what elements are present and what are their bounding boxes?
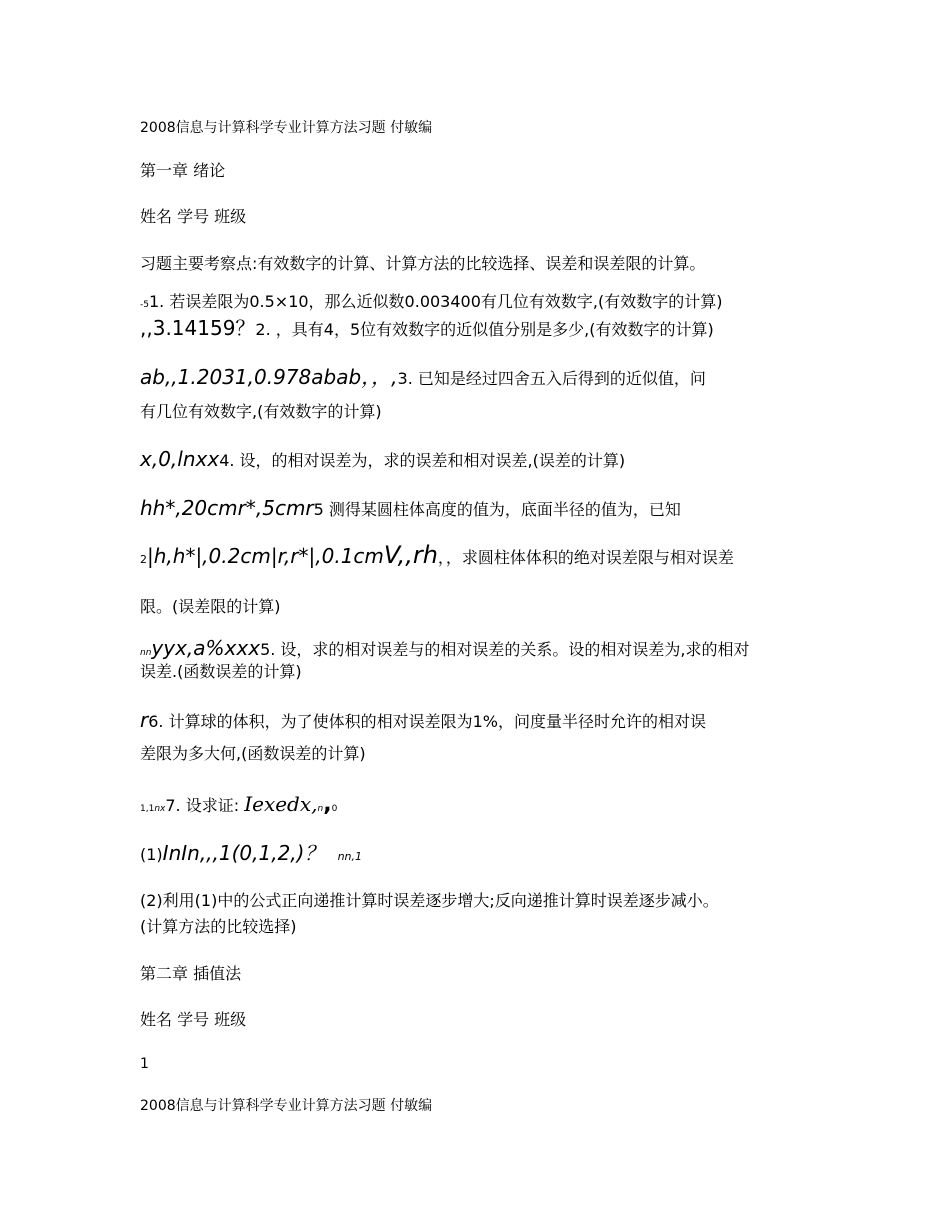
subscript: nn	[140, 648, 152, 658]
subscript: n	[317, 804, 324, 814]
student-info: 姓名 学号 班级	[140, 1010, 247, 1029]
subscript: nx	[154, 804, 166, 814]
part-label: (1)	[140, 845, 163, 864]
math-comma: ,	[323, 792, 332, 817]
student-info: 姓名 学号 班级	[140, 207, 247, 226]
page-header: 2008信息与计算科学专业计算方法习题 付敏编	[140, 1098, 433, 1114]
math-expression: ab,,1.2031,0.978abab，，,	[140, 365, 398, 389]
question-8	[140, 794, 337, 819]
chapter-title: 第二章 插值法	[140, 964, 242, 983]
math-expression: Iexedx,	[244, 792, 318, 816]
prefix: 1,1	[140, 804, 155, 814]
question-5-given	[140, 541, 734, 570]
question-text: 5 测得某圆柱体高度的值为，底面半径的值为，已知	[313, 500, 681, 519]
question-text: 2. ，具有4，5位有效数字的近似值分别是多少,(有效数字的计算)	[255, 320, 714, 339]
math-expression: r	[140, 708, 149, 732]
math-expression: hh*,20cmr*,5cmr	[140, 496, 314, 520]
math-expression: InIn,,,1(0,1,2,)？	[162, 841, 325, 865]
question-6	[140, 638, 750, 663]
question-5	[140, 498, 681, 520]
question-text: 4. 设，的相对误差为，求的误差和相对误差,(误差的计算)	[219, 451, 626, 470]
question-8-part-2: (2)利用(1)中的公式正向递推计算时误差逐步增大;反向递推计算时误差逐步减小。	[140, 891, 719, 910]
math-expression: yyx,a%xxx	[151, 636, 261, 660]
question-5-cont: 限。(误差限的计算)	[140, 597, 281, 616]
superscript: -5	[140, 300, 149, 310]
subscript: nn,1	[337, 850, 363, 863]
question-2	[140, 318, 714, 340]
chapter-title: 第一章 绪论	[140, 161, 226, 180]
key-points: 习题主要考察点:有效数字的计算、计算方法的比较选择、误差和误差限的计算。	[140, 254, 706, 273]
question-text: 6. 计算球的体积，为了使体积的相对误差限为1%，问度量半径时允许的相对误	[148, 712, 706, 731]
question-text: ，，求圆柱体体积的绝对误差限与相对误差	[437, 548, 734, 567]
subscript: 0	[331, 804, 338, 814]
math-expression: |h,h*|,0.2cm|r,r*|,0.1cm	[147, 544, 384, 568]
question-7-cont: 差限为多大何,(函数误差的计算)	[140, 744, 366, 763]
question-7	[140, 710, 706, 732]
math-expression: x,0,lnxx	[140, 447, 220, 471]
question-3-cont: 有几位有效数字,(有效数字的计算)	[140, 402, 382, 421]
question-6-cont: 误差.(函数误差的计算)	[140, 662, 302, 681]
page-header: 2008信息与计算科学专业计算方法习题 付敏编	[140, 120, 433, 136]
question-8-part-1	[140, 843, 362, 867]
question-1	[140, 292, 722, 315]
math-expression: ,,3.14159？	[140, 316, 256, 340]
question-text: 7. 设求证:	[165, 796, 245, 815]
question-3	[140, 367, 706, 389]
prefix: 2	[140, 553, 147, 566]
question-4	[140, 449, 625, 471]
question-8-part-2-cont: (计算方法的比较选择)	[140, 917, 297, 936]
question-text: 5. 设，求的相对误差与的相对误差的关系。设的相对误差为,求的相对	[260, 640, 750, 659]
question-text: 1. 若误差限为0.5×10，那么近似数0.003400有几位有效数字,(有效数字的计算)	[148, 292, 723, 311]
page-number: 1	[140, 1056, 149, 1072]
question-text: 3. 已知是经过四舍五入后得到的近似值，问	[397, 369, 706, 388]
math-expression: V,,rh	[383, 541, 438, 569]
